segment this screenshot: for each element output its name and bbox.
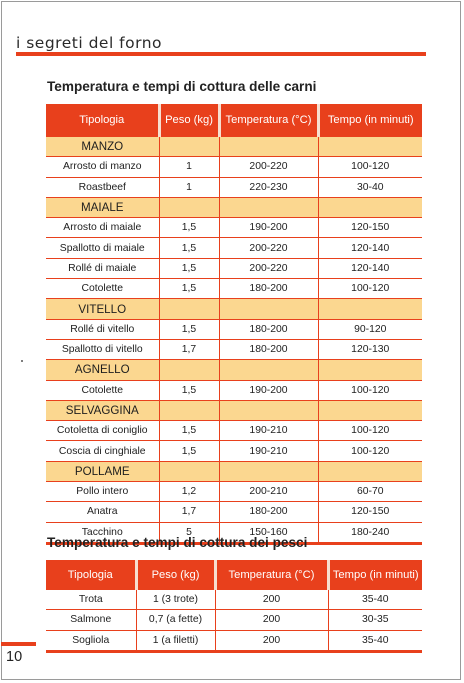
category-label: AGNELLO (46, 360, 159, 380)
cell-tempo: 180-240 (318, 522, 422, 543)
table-row (46, 177, 422, 197)
meat-cooking-table (46, 104, 422, 545)
table-row (46, 610, 422, 630)
category-row (46, 360, 422, 380)
cell-temperatura: 190-210 (219, 441, 318, 461)
table-row (46, 319, 422, 339)
table-row (46, 339, 422, 359)
cell-tempo: 120-150 (318, 502, 422, 522)
category-empty-cell (159, 360, 219, 380)
cell-temperatura: 200 (215, 610, 328, 630)
cell-tipologia: Cotolette (46, 279, 159, 299)
cell-tempo: 35-40 (328, 590, 422, 610)
cell-tipologia: Coscia di cinghiale (46, 441, 159, 461)
meat-table-header-row (46, 104, 422, 137)
col-header-peso: Peso (kg) (136, 560, 215, 590)
col-header-peso: Peso (kg) (159, 104, 219, 137)
cell-peso: 0,7 (a fette) (136, 610, 215, 630)
cell-tipologia: Arrosto di maiale (46, 218, 159, 238)
table-row (46, 502, 422, 522)
cell-tipologia: Sogliola (46, 630, 136, 651)
cell-tempo: 90-120 (318, 319, 422, 339)
cell-temperatura: 200-220 (219, 238, 318, 258)
cell-tempo: 60-70 (318, 482, 422, 502)
category-row (46, 400, 422, 420)
cell-peso: 1,5 (159, 441, 219, 461)
cell-temperatura: 200-220 (219, 157, 318, 177)
cell-temperatura: 200 (215, 590, 328, 610)
category-empty-cell (159, 299, 219, 319)
category-label: SELVAGGINA (46, 400, 159, 420)
category-empty-cell (219, 299, 318, 319)
cell-tipologia: Roastbeef (46, 177, 159, 197)
category-empty-cell (318, 299, 422, 319)
cell-peso: 1,7 (159, 339, 219, 359)
cell-tempo: 100-120 (318, 380, 422, 400)
running-header: i segreti del forno (16, 34, 163, 52)
cell-peso: 1 (159, 157, 219, 177)
col-header-tempo: Tempo (in minuti) (318, 104, 422, 137)
category-empty-cell (219, 137, 318, 157)
fish-cooking-table (46, 560, 422, 653)
table-row (46, 380, 422, 400)
cell-temperatura: 200-220 (219, 258, 318, 278)
col-header-tipologia: Tipologia (46, 104, 159, 137)
cell-temperatura: 180-200 (219, 319, 318, 339)
cell-temperatura: 200-210 (219, 482, 318, 502)
table-row (46, 421, 422, 441)
cell-tempo: 120-130 (318, 339, 422, 359)
cell-temperatura: 180-200 (219, 279, 318, 299)
cell-temperatura: 190-200 (219, 218, 318, 238)
cell-temperatura: 180-200 (219, 502, 318, 522)
category-label: MAIALE (46, 197, 159, 217)
cell-tempo: 100-120 (318, 157, 422, 177)
category-empty-cell (318, 400, 422, 420)
category-row (46, 461, 422, 481)
cell-peso: 1,7 (159, 502, 219, 522)
cell-peso: 1,5 (159, 218, 219, 238)
cell-tempo: 120-150 (318, 218, 422, 238)
category-empty-cell (318, 461, 422, 481)
category-label: MANZO (46, 137, 159, 157)
cell-tipologia: Spallotto di maiale (46, 238, 159, 258)
cell-peso: 1,2 (159, 482, 219, 502)
table-row (46, 630, 422, 651)
category-label: VITELLO (46, 299, 159, 319)
cell-temperatura: 180-200 (219, 339, 318, 359)
cell-tipologia: Cotolette (46, 380, 159, 400)
col-header-tipologia: Tipologia (46, 560, 136, 590)
category-empty-cell (318, 197, 422, 217)
table-row (46, 279, 422, 299)
cell-tipologia: Cotoletta di coniglio (46, 421, 159, 441)
cell-tempo: 100-120 (318, 441, 422, 461)
cell-tipologia: Tacchino (46, 522, 159, 543)
table-row (46, 157, 422, 177)
cell-temperatura: 150-160 (219, 522, 318, 543)
page-number: 10 (6, 649, 23, 665)
category-empty-cell (159, 197, 219, 217)
category-empty-cell (219, 360, 318, 380)
cell-temperatura: 190-210 (219, 421, 318, 441)
category-empty-cell (159, 461, 219, 481)
cell-peso: 5 (159, 522, 219, 543)
col-header-temperatura: Temperatura (°C) (219, 104, 318, 137)
table-row (46, 238, 422, 258)
cell-tempo: 30-40 (318, 177, 422, 197)
header-rule (16, 52, 426, 56)
cell-tempo: 35-40 (328, 630, 422, 651)
category-empty-cell (159, 400, 219, 420)
category-empty-cell (219, 400, 318, 420)
cell-tipologia: Arrosto di manzo (46, 157, 159, 177)
cell-tipologia: Rollé di maiale (46, 258, 159, 278)
cell-tempo: 100-120 (318, 279, 422, 299)
cell-peso: 1 (3 trote) (136, 590, 215, 610)
cell-peso: 1,5 (159, 258, 219, 278)
cell-peso: 1 (159, 177, 219, 197)
cell-temperatura: 200 (215, 630, 328, 651)
cell-tempo: 120-140 (318, 238, 422, 258)
footer-accent-bar (1, 642, 36, 646)
category-label: POLLAME (46, 461, 159, 481)
table-row (46, 590, 422, 610)
cell-temperatura: 190-200 (219, 380, 318, 400)
category-row (46, 137, 422, 157)
cell-tipologia: Anatra (46, 502, 159, 522)
cell-peso: 1,5 (159, 279, 219, 299)
cell-peso: 1,5 (159, 421, 219, 441)
table-row (46, 441, 422, 461)
cell-tipologia: Trota (46, 590, 136, 610)
category-empty-cell (219, 461, 318, 481)
category-row (46, 197, 422, 217)
fish-section-title: Temperatura e tempi di cottura dei pesci (47, 535, 308, 550)
cell-tempo: 100-120 (318, 421, 422, 441)
category-row (46, 299, 422, 319)
category-empty-cell (318, 137, 422, 157)
category-empty-cell (219, 197, 318, 217)
meat-section-title: Temperatura e tempi di cottura delle carni (47, 79, 317, 94)
cell-peso: 1,5 (159, 238, 219, 258)
cell-tipologia: Spallotto di vitello (46, 339, 159, 359)
table-row (46, 218, 422, 238)
col-header-temperatura: Temperatura (°C) (215, 560, 328, 590)
cell-tempo: 30-35 (328, 610, 422, 630)
fish-table-header-row (46, 560, 422, 590)
table-row (46, 482, 422, 502)
cell-temperatura: 220-230 (219, 177, 318, 197)
cell-peso: 1,5 (159, 319, 219, 339)
cell-tipologia: Rollé di vitello (46, 319, 159, 339)
cell-tipologia: Salmone (46, 610, 136, 630)
category-empty-cell (318, 360, 422, 380)
cell-tempo: 120-140 (318, 258, 422, 278)
cell-peso: 1,5 (159, 380, 219, 400)
table-row (46, 258, 422, 278)
print-speck (21, 360, 23, 362)
category-empty-cell (159, 137, 219, 157)
cell-tipologia: Pollo intero (46, 482, 159, 502)
cell-peso: 1 (a filetti) (136, 630, 215, 651)
col-header-tempo: Tempo (in minuti) (328, 560, 422, 590)
